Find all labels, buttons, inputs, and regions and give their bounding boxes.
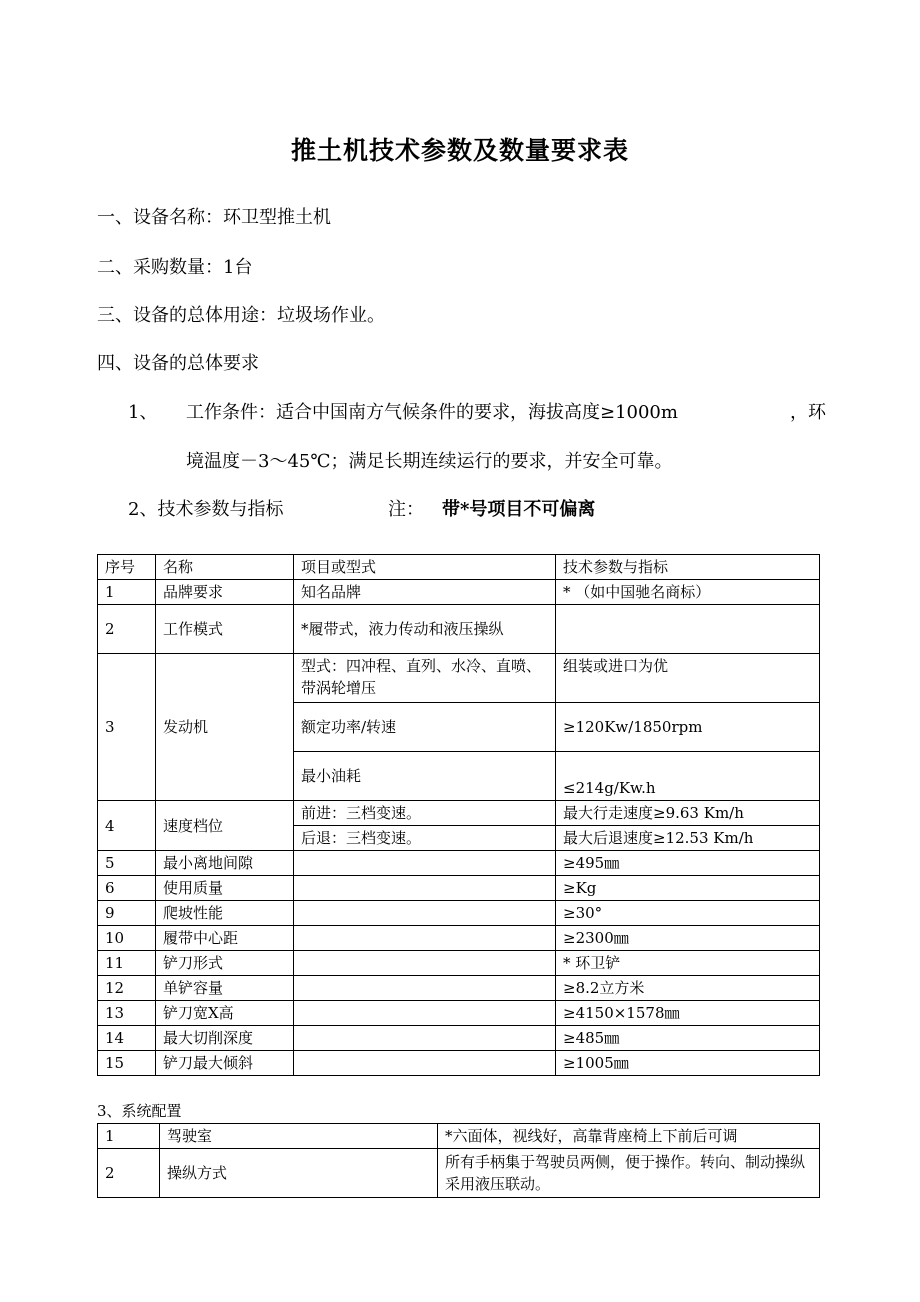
page-title: 推土机技术参数及数量要求表 xyxy=(290,136,629,165)
cell-no: 2 xyxy=(98,1149,160,1198)
table-row xyxy=(98,1149,820,1198)
cell-name: 铲刀形式 xyxy=(156,951,294,976)
item1-line1: 工作条件：适合中国南方气候条件的要求，海拔高度≥1000m xyxy=(186,402,678,423)
cell-name: 爬坡性能 xyxy=(156,901,294,926)
cell-spec: ≥1005㎜ xyxy=(556,1051,820,1076)
table-row xyxy=(98,654,820,703)
cell-spec: ≤214g/Kw.h xyxy=(556,752,820,801)
table-row xyxy=(98,951,820,976)
cell-name: 操纵方式 xyxy=(160,1149,438,1198)
table-row xyxy=(98,926,820,951)
section-requirements: 四、设备的总体要求 xyxy=(97,353,259,374)
cell-name: 驾驶室 xyxy=(160,1124,438,1149)
cell-name: 铲刀最大倾斜 xyxy=(156,1051,294,1076)
cell-item xyxy=(294,1051,556,1076)
header-cell: 技术参数与指标 xyxy=(556,555,820,580)
cell-spec xyxy=(556,605,820,654)
cell-no: 12 xyxy=(98,976,156,1001)
cell-name: 履带中心距 xyxy=(156,926,294,951)
cell-name: 发动机 xyxy=(156,654,294,801)
cell-no: 1 xyxy=(98,580,156,605)
table-row xyxy=(98,1051,820,1076)
section-usage: 三、设备的总体用途：垃圾场作业。 xyxy=(97,305,385,326)
cell-item xyxy=(294,1026,556,1051)
item1-line2: 境温度－3～45℃；满足长期连续运行的要求，并安全可靠。 xyxy=(186,451,673,472)
header-cell: 项目或型式 xyxy=(294,555,556,580)
cell-item xyxy=(294,976,556,1001)
cell-name: 最大切削深度 xyxy=(156,1026,294,1051)
table-header-row xyxy=(98,555,820,580)
spec-table xyxy=(97,554,820,1076)
cell-spec: *六面体，视线好，高靠背座椅上下前后可调 xyxy=(438,1124,820,1149)
config-table xyxy=(97,1123,820,1198)
item2-note-emphasis: 带*号项目不可偏离 xyxy=(442,499,596,520)
cell-spec: ≥2300㎜ xyxy=(556,926,820,951)
section-device-name: 一、设备名称：环卫型推土机 xyxy=(97,207,331,228)
table-row xyxy=(98,580,820,605)
table-row xyxy=(98,1124,820,1149)
item2-label: 2、技术参数与指标 xyxy=(128,499,284,520)
table-row xyxy=(98,851,820,876)
cell-spec: ≥120Kw/1850rpm xyxy=(556,703,820,752)
cell-spec: 最大行走速度≥9.63 Km/h xyxy=(556,801,820,826)
cell-item: 最小油耗 xyxy=(294,752,556,801)
cell-no: 5 xyxy=(98,851,156,876)
cell-spec: * （如中国驰名商标） xyxy=(556,580,820,605)
cell-spec: ≥Kg xyxy=(556,876,820,901)
table-row xyxy=(98,605,820,654)
item1-number: 1、 xyxy=(128,402,158,423)
cell-no: 3 xyxy=(98,654,156,801)
table-row xyxy=(98,901,820,926)
config-section-label: 3、系统配置 xyxy=(97,1102,182,1120)
cell-spec: ≥495㎜ xyxy=(556,851,820,876)
cell-item xyxy=(294,926,556,951)
cell-name: 品牌要求 xyxy=(156,580,294,605)
table-row xyxy=(98,1026,820,1051)
cell-spec: 最大后退速度≥12.53 Km/h xyxy=(556,826,820,851)
cell-name: 铲刀宽X高 xyxy=(156,1001,294,1026)
cell-spec: ≥4150×1578㎜ xyxy=(556,1001,820,1026)
item2-note: 注： xyxy=(388,499,424,520)
cell-item: *履带式，液力传动和液压操纵 xyxy=(294,605,556,654)
cell-no: 13 xyxy=(98,1001,156,1026)
cell-no: 10 xyxy=(98,926,156,951)
table-row xyxy=(98,876,820,901)
header-cell: 名称 xyxy=(156,555,294,580)
cell-spec: ≥30° xyxy=(556,901,820,926)
cell-no: 11 xyxy=(98,951,156,976)
cell-item: 知名品牌 xyxy=(294,580,556,605)
cell-no: 1 xyxy=(98,1124,160,1149)
cell-item xyxy=(294,876,556,901)
cell-item: 额定功率/转速 xyxy=(294,703,556,752)
cell-no: 4 xyxy=(98,801,156,851)
cell-no: 9 xyxy=(98,901,156,926)
cell-item xyxy=(294,901,556,926)
cell-spec: * 环卫铲 xyxy=(556,951,820,976)
table-row xyxy=(98,976,820,1001)
cell-spec: ≥485㎜ xyxy=(556,1026,820,1051)
item1-line1-tail: ，环 xyxy=(790,402,826,423)
cell-spec: ≥8.2立方米 xyxy=(556,976,820,1001)
cell-item xyxy=(294,951,556,976)
cell-item: 后退：三档变速。 xyxy=(294,826,556,851)
cell-name: 最小离地间隙 xyxy=(156,851,294,876)
cell-name: 速度档位 xyxy=(156,801,294,851)
cell-item: 前进：三档变速。 xyxy=(294,801,556,826)
cell-name: 工作模式 xyxy=(156,605,294,654)
header-cell: 序号 xyxy=(98,555,156,580)
cell-item xyxy=(294,851,556,876)
section-quantity: 二、采购数量：1台 xyxy=(97,257,253,278)
cell-name: 使用质量 xyxy=(156,876,294,901)
cell-item: 型式：四冲程、直列、水冷、直喷、带涡轮增压 xyxy=(294,654,556,703)
cell-no: 6 xyxy=(98,876,156,901)
cell-no: 14 xyxy=(98,1026,156,1051)
table-row xyxy=(98,1001,820,1026)
table-row xyxy=(98,801,820,826)
cell-item xyxy=(294,1001,556,1026)
cell-spec: 所有手柄集于驾驶员两侧，便于操作。转向、制动操纵采用液压联动。 xyxy=(438,1149,820,1198)
cell-name: 单铲容量 xyxy=(156,976,294,1001)
cell-no: 2 xyxy=(98,605,156,654)
cell-spec: 组装或进口为优 xyxy=(556,654,820,703)
cell-no: 15 xyxy=(98,1051,156,1076)
